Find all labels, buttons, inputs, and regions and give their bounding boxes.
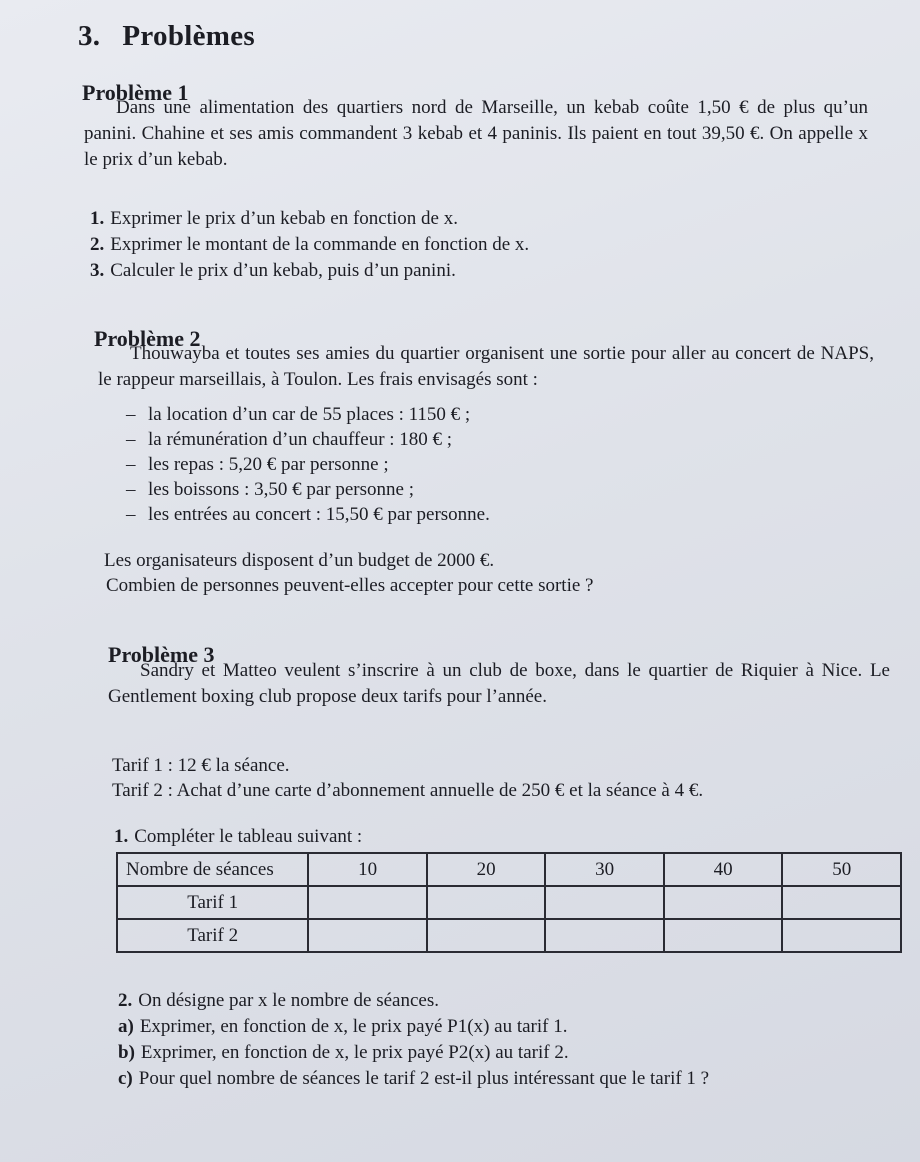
table-col-header: 10 [308,853,427,886]
problem-3-question-2c: c) Pour quel nombre de séances le tarif 2 est-il plus intéressant que le tarif 1 ? [118,1068,710,1089]
problem-2-cost-list [126,402,490,527]
cost-item: – les boissons : 3,50 € par personne ; [126,479,414,500]
table-cell [664,886,783,919]
section-number: 3. [78,20,101,52]
table-cell [308,886,427,919]
problem-1-question-1: 1. Exprimer le prix d’un kebab en fonction de x. [90,208,458,229]
table-cell [664,919,783,952]
table-cell [427,919,546,952]
cost-item: – la rémunération d’un chauffeur : 180 € ; [126,429,453,450]
table-row [117,886,901,919]
problem-2-statement: Thouwayba et toutes ses amies du quartier organisent une sortie pour aller au concert de NAPS, le rappeur marseillais, à Toulon. Les frais envisagés sont : [98,343,874,390]
table-cell [427,886,546,919]
table-col-header: 30 [545,853,664,886]
table-cell [545,919,664,952]
table-cell [308,919,427,952]
section-label: Problèmes [122,20,255,52]
tarif-2-description: Tarif 2 : Achat d’une carte d’abonnement annuelle de 250 € et la séance à 4 €. [112,780,704,801]
tarif-1-description: Tarif 1 : 12 € la séance. [112,755,290,776]
problem-3-question-1: 1. Compléter le tableau suivant : [114,826,363,847]
table-col-header: 50 [782,853,901,886]
tarif-table [116,852,902,953]
problem-2-question: Combien de personnes peuvent-elles accepter pour cette sortie ? [106,575,594,596]
table-cell [782,919,901,952]
problem-1-statement: Dans une alimentation des quartiers nord de Marseille, un kebab coûte 1,50 € de plus qu’un panini. Chahine et ses amis commandent 3 kebab et 4 paninis. Ils paient en tout 39,50 €. On appelle x le prix d’un kebab. [84,97,868,170]
problem-1-question-3: 3. Calculer le prix d’un kebab, puis d’un panini. [90,260,456,281]
problem-3-statement: Sandry et Matteo veulent s’inscrire à un club de boxe, dans le quartier de Riquier à Nice. Le Gentlement boxing club propose deux tarifs pour l’année. [108,660,890,707]
table-cell [782,886,901,919]
problem-3-question-2a: a) Exprimer, en fonction de x, le prix payé P1(x) au tarif 1. [118,1016,568,1037]
cost-item: – la location d’un car de 55 places : 1150 € ; [126,404,471,425]
problem-1-question-2: 2. Exprimer le montant de la commande en fonction de x. [90,234,530,255]
problem-2-heading: Problème 2 [94,326,201,351]
problem-1-heading: Problème 1 [82,80,189,105]
table-header-label: Nombre de séances [117,853,308,886]
cost-item: – les entrées au concert : 15,50 € par personne. [126,504,490,525]
problem-2-budget: Les organisateurs disposent d’un budget de 2000 €. [104,550,495,571]
table-header-row [117,853,901,886]
problem-1-questions [90,206,529,284]
table-row-label: Tarif 1 [117,886,308,919]
table-col-header: 20 [427,853,546,886]
table-row [117,919,901,952]
table-col-header: 40 [664,853,783,886]
problem-3-question-2b: b) Exprimer, en fonction de x, le prix payé P2(x) au tarif 2. [118,1042,569,1063]
cost-item: – les repas : 5,20 € par personne ; [126,454,389,475]
problem-3-question-2: 2. On désigne par x le nombre de séances. [118,990,439,1011]
section-title [78,20,255,53]
table-row-label: Tarif 2 [117,919,308,952]
problem-3-question-2-block [118,988,709,1092]
table-cell [545,886,664,919]
problem-3-heading: Problème 3 [108,642,215,667]
